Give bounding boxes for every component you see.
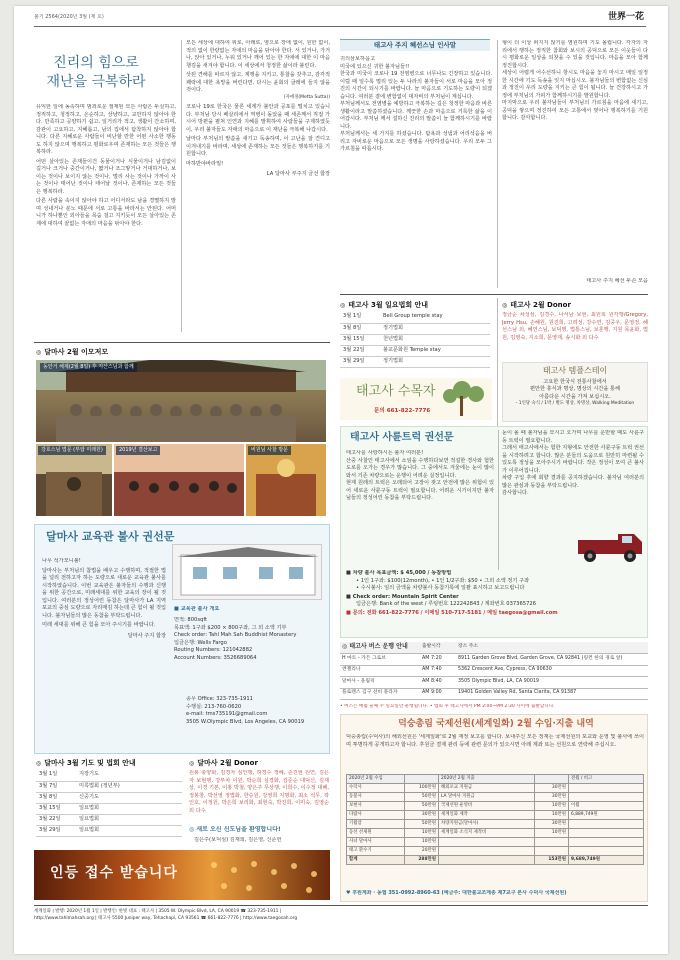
photo-group-outdoor — [36, 360, 326, 442]
templestay-line: 고요한 한국식 전통사찰에서 — [543, 378, 607, 385]
fin-cell — [569, 847, 644, 856]
photo-settlement — [114, 444, 244, 516]
photo-dharma-talk — [36, 444, 112, 516]
templestay-title: 태고사 템플스테이 — [542, 366, 608, 375]
edu-facts — [174, 617, 326, 689]
sched-event: 천년법회 — [380, 334, 490, 345]
bus-address: 5362 Crescent Ave, Cypress, CA 90630 — [456, 665, 648, 677]
sched-date: 3월 15일 — [36, 803, 76, 814]
table-row — [340, 654, 648, 666]
truck-check-order: ■ Check order: Mountain Spirit Center — [346, 593, 459, 600]
bus-title — [340, 642, 420, 654]
fin-cell: 다람사 — [347, 811, 405, 820]
fin-head: 전월 / 비고 — [569, 775, 644, 784]
truth-para: 다른 사람을 속이지 않아야 하고 어디서라도 남을 경멸하지 말며 성내거나 분노 때문에 서로 고통을 바라서는 안된다. 어머니가 하나뿐인 외아들을 목숨 걸고 지키듯이 모든 살아있는 존재에 대하여 끝없는 자애의 마음을 닦아야 한다. — [36, 198, 176, 227]
fin-cell: 10만원 — [405, 829, 439, 838]
truck-note: • 수시불사: 임의 금액을 차량불사 동참기록에 일괄 표시하고 보고드립니다 — [356, 585, 525, 592]
section-rule — [34, 342, 330, 343]
photo-caption: 동안거 해제(2월 8일) 후 지산스님과 함께 — [40, 363, 137, 372]
bus-address: 8911 Garden Grove Blvd, Garden Grove, CA 92841 (링컨 한의 경로 앞) — [456, 654, 648, 666]
finance-account: ♥ 후원계좌 · 농협 351-0992-8960-63 (예금주: 대한불교조계종 제7교구 본사 수덕사 국제선원) — [346, 890, 567, 896]
taego-donor-list: 정금순 차성심, 김경수, 나서남 보현, 최원희 원각행/Gregory, Jerry Hsu, 손혜원, 원진희, 고려성, 강수연, 김중우, 문영정, 혜선스님 외, 혜연스님, 보덕행, 법통스님, 보훈행, 지원 목윤화, 법원, 김영숙, 지소희, 문영재, 송시화 외 다수 — [502, 312, 648, 341]
edu-fact: 면적: 800sqft — [174, 617, 208, 623]
fin-cell — [569, 793, 644, 802]
dharma-sched-title — [36, 758, 186, 769]
fin-cell — [439, 838, 535, 847]
edu-building-art — [173, 545, 322, 600]
sched-event: 일요법회 — [76, 825, 182, 836]
table-row — [36, 792, 182, 803]
truth-title-line2: 재난을 극복하라 — [46, 74, 146, 90]
finance-title: 덕숭총림 국제선원(세계일화) 2월 수입·지출 내역 — [398, 719, 594, 729]
bus-time: AM 8:40 — [420, 677, 456, 689]
target-icon: ◎ — [189, 760, 195, 767]
fin-cell: 288만원 — [405, 856, 439, 865]
target-icon: ◎ — [189, 826, 197, 833]
sched-event: 일요법회 — [76, 814, 182, 825]
lantern-ad-banner — [34, 850, 330, 900]
table-row — [340, 688, 648, 700]
welcome-title — [189, 826, 329, 835]
taego-sched-table — [340, 312, 490, 368]
table-row — [340, 323, 490, 334]
fin-cell: 9,689,749원 — [569, 856, 644, 865]
truck-details — [346, 570, 644, 636]
bus-stop: 엔젤리나 — [340, 665, 420, 677]
truck-left-text: 태고사를 사랑하시는 불자 여러분! 산중 사찰인 태고사에서 소임을 수행하다보면 적설한 경사와 험한 도로를 오가는 경우가 많습니다. 그 중에서도 겨울에는 눈이 많이 와서 기존 차량으로는 운행이 어려운 실정입니다. 현재 원래의 트럭은 오래되어 고장이 잦고 안전에 많은 위험이 있어 새로운 사륜구동 트럭이 필요합니다. 어려운 시기이지만 불자님들의 정성어린 동참을 부탁드립니다. — [346, 450, 494, 502]
square-icon: ■ — [174, 606, 181, 612]
fin-cell — [569, 820, 644, 829]
templestay-box — [502, 362, 648, 422]
section-rule — [340, 294, 648, 295]
bus-section — [340, 642, 648, 704]
taego-donor-title-text: 태고사 2월 Donor — [510, 301, 571, 309]
sumokja-name: 태고사 수목자 — [356, 384, 436, 399]
fin-cell: 보현사 — [347, 802, 405, 811]
templestay-line: 아름다운 시간을 가져 보십시오. — [539, 393, 611, 400]
sched-event: 미륵법회 (정년부) — [76, 781, 182, 792]
truth-para: 유익한 일에 농속하며 범죄로운 절제된 모든 사람은 두실하고, 정직하고, 청정하고, 온순하고, 상냥하고, 교만하지 않아야 한다. 만족하고 공양하기 쉽고, 일거리가 적고, 생활이 간소하며, 감관이 고요하고, 지혜롭고, 남의 집에서 탐착하지 않아야 합니다. 다른 지혜로운 사람들이 비난할 만한 어떤 사소한 행동도 하지 않으며 행복하고 평화로우며 존재하는 모든 것들은 행복하라. — [36, 104, 176, 156]
edu-fact: Routing Numbers: 121042882 — [174, 647, 253, 654]
sched-date: 3월 22일 — [340, 345, 380, 356]
fin-cell: LA 달마사 지원금 — [439, 793, 535, 802]
sched-event: 일요법회 — [76, 803, 182, 814]
edu-contact — [186, 696, 326, 746]
dharma-photos-title — [36, 347, 316, 358]
fin-cell: 세계일화 소식지 제작비 — [439, 829, 535, 838]
taego-sched-title-text: 태고사 3월 일요법회 안내 — [348, 301, 429, 309]
edu-closing: 미래 세대를 위해 큰 힘을 모아 주시기를 바랍니다. — [42, 622, 156, 629]
sched-event: 지장기도 — [76, 770, 182, 781]
sched-date: 3월 8일 — [36, 792, 76, 803]
fin-head: 2020년 2월 지출 — [439, 775, 535, 784]
table-row — [36, 781, 182, 792]
column-rule — [181, 40, 182, 332]
truth-title — [36, 54, 156, 92]
finance-table — [346, 774, 644, 865]
table-row — [347, 820, 644, 829]
edu-fact: Check order: Tahl Mah Sah Buddhist Monastery — [174, 632, 297, 639]
table-row — [340, 677, 648, 689]
table-row — [36, 803, 182, 814]
dharma-donor-list: 원봉 충양화, 김경자 심인행, 허경수 정혜, 손진현 원연, 김은자 보현행, 강부차 이원, 박순희 실경화, 김준순 대덕신, 김재상, 이경 기본, 이홍 박철, 양은주 무상행, 이희수, 이수정 대혜, 정봉창, 박선영 정법화, 한승원, 강영희 지명화, 최소 석무, 곽인호, 이정원, 박은희 보리화, 최현숙, 박진희, 이미숙, 김영순 외 다수 — [189, 770, 329, 814]
sumokja-phone: 문의 661-822-7776 — [374, 408, 431, 414]
edu-signature: 달마사 주지 합장 — [127, 632, 166, 639]
fin-cell: 수덕사 — [347, 784, 405, 793]
fin-cell: 사녀 달마사 — [347, 838, 405, 847]
fin-cell — [569, 838, 644, 847]
dharma-donor-title-text: 달마사 2월 Donor — [197, 759, 258, 767]
welcome-title-text: 새로 오신 신도님을 환영합니다! — [196, 826, 281, 833]
footer-info: 세계일화 | 발행: 2020년 1월 1일 | 발행인: 한빛 대표 : 태고사 | 3505 W. Olympic Blvd, LA, CA 90019 ☎ 323-735-1911 | http://www.tahlmahsah.org | 태고사 5500 Juniper way, Tehachapi, CA 93561 ☎ 661-822-7776 | http://www.taegosah.org — [34, 909, 298, 921]
table-row — [340, 345, 490, 356]
sched-date: 3월 7일 — [36, 781, 76, 792]
table-row — [347, 793, 644, 802]
edu-text-col — [42, 558, 166, 750]
truth-col1 — [36, 104, 176, 336]
truck-title: 태고사 사륜트럭 권선문 — [350, 432, 454, 443]
truth-source: (자애경(Metta Sutta)) — [283, 94, 330, 100]
bus-time: AM 7:40 — [420, 665, 456, 677]
truth-para: 삿된 견해를 따르지 않고, 계행을 지키고, 통찰을 갖추고, 감각적 쾌락에 대한 욕망을 버린다면, 다시는 윤회의 굴레에 들지 않을 것이다. — [186, 72, 330, 94]
truth-col2 — [186, 40, 330, 332]
footer-rule — [34, 905, 648, 906]
lantern-ad-text: 인등 접수 받습니다 — [50, 865, 178, 881]
truth-para: 모든 세상에 대하여 위로, 아래로, 옆으로 장애 없이, 원한 없이, 적의 없이 한량없는 자애의 마음을 닦아야 한다. 서 있거나, 가거나, 앉아 있거나, 누워 있거나 깨어 있는 한 자애에 대한 이 마음 챙김을 새겨야 합니다. 이 세상에서 청정한 삶이라 불린다. — [186, 40, 330, 69]
fin-head — [405, 775, 439, 784]
fin-cell — [439, 856, 535, 865]
column-rule — [497, 40, 498, 288]
edu-office-phone: 종무 Office: 323-735-1911 — [186, 696, 253, 702]
truth-para: 어떤 살아있는 존재들이건 동물이거나 식물이거나 남김없이 길거나 크거나 중간이거나, 짧거나 조그맣거나 거대하거나, 보이는 것이나 보이지 않는 것이나, 멀리 사는 것이나 가까이 사는 것이나 태어난 것이나 태어날 것이나, 존재하는 모든 것들은 행복하라. — [36, 158, 176, 195]
table-row — [340, 665, 648, 677]
edu-box-title — [174, 606, 324, 614]
fin-cell: 태고 환수기 — [347, 847, 405, 856]
taego-donor-title — [502, 300, 648, 311]
column-rule — [497, 298, 498, 426]
templestay-line: 편안한 휴식과 명상, 명상의 시간을 통해 — [529, 386, 621, 393]
photo-caption: 2019년 결산보고 — [116, 446, 160, 455]
fin-cell: 10만원 — [535, 829, 569, 838]
edu-address: 3505 W.Olympic Blvd, Los Angeles, CA 90019 — [186, 718, 305, 725]
truck-image — [574, 526, 646, 566]
fin-cell: 6,889,749원 — [569, 811, 644, 820]
edu-body: 달마사는 부처님의 참법을 배우고 수행하며, 적절한 법을 널리 전하고자 하는 도량으로 새로운 교육관 불사를 시작하였습니다. 이번 교육관은 불자들의 수행과 신행을 위한 공간으로, 미래세대를 위한 교육의 장이 될 것입니다. 여러분의 정성어린 동참은 달마사가 LA 지역 포교의 중심 도량으로 자리매김 하는데 큰 힘이 될 것입니다. 불자님들의 많은 동참을 부탁드립니다. — [42, 567, 166, 619]
bus-head-time: 출발시각 — [420, 642, 456, 654]
greeting-right-text: 형이 더 이상 퍼지지 않기를 염원하며 기도 올립니다. 각자의 자리에서 행하는 정직한 참회와 보시의 공덕으로 모든 이웃들이 다시 평화로운 일상을 되찾을 수 있을 것입니다. 마음을 모아 함께 정진합시다. 세상이 어렵게 어수선하니 항시도 마음을 놓지 마시고 매일 일정한 시간에 기도 독송을 잊지 마십시오. 불자님들의 변함없는 신심과 정진이 우리 도량을 지키는 큰 힘이 됩니다. 늘 건강하시고 가정에 부처님의 가피가 함께하시기를 발원합니다. 마지막으로 우리 불자님들이 부처님의 가르침을 마음에 새기고, 공덕을 쌓으며 정진하여 모든 고통에서 벗어나 행복하기를 기원합니다. 감사합니다. — [502, 40, 648, 122]
greeting-title: 태고사 주지 혜선스님 인사말 — [340, 39, 490, 51]
bus-address: 3505 Olympic Blvd, LA, CA 90019 — [456, 677, 648, 689]
greeting-signature: 태고사 주지 혜선 두손 모음 — [586, 278, 648, 284]
edu-fact: 목표액: 1구좌 $200 × 800구좌, 그 외 소액 기부 — [174, 624, 287, 631]
fin-cell: 합계 — [347, 856, 405, 865]
fin-cell: 이월 — [569, 802, 644, 811]
edu-fax: 수행실: 213-760-0620 — [186, 703, 242, 710]
edu-fact: 입금은행: Wells Fargo — [174, 639, 227, 646]
newspaper-page — [14, 6, 668, 954]
greeting-left-text: 귀의삼보하옵고 미국에 있으신 귀한 불자님들!! 한국과 미국이 코로나 19 전염병으로 너무나도 긴장하고 있습니다. 이럴 때 일수록 멀리 있는 두 나라의 불자들이 서로 마음을 모아 정진의 시간이 되시기를 바랍니다. 늘 마음으로 기도하는 도량이 되겠습니다. 여러분 곁에 변함없이 대자비의 부처님이 계십니다. 부처님께서도 전염병을 예방하고 극복하는 길은 청정한 마음과 바른 생활이라고 말씀하셨습니다. 깨끗한 손과 마음으로 거룩한 삶을 이어갑시다. 부처님 께서 설하신 진리의 말씀이 늘 함께하시기를 바랍니다. 부처님께서는 세 가지를 하셨습니다. 탐욕과 성냄과 어리석음을 버리고 자비로운 마음으로 모든 생명을 사랑하셨습니다. 우리 모두 그 가르침을 따릅시다. — [340, 56, 492, 153]
sched-date: 3월 1일 — [36, 770, 76, 781]
schedule-table — [340, 312, 490, 368]
sched-date: 3월 29일 — [340, 356, 380, 367]
table-row — [36, 814, 182, 825]
bus-address: 19401 Golden Valley Rd, Santa Clarita, CA 91387 — [456, 688, 648, 700]
issue-info: 불기 2564(2020년 3월 (제 호) — [34, 14, 104, 20]
table-row — [36, 825, 182, 836]
fin-cell — [535, 847, 569, 856]
sched-event: 신중기도 — [76, 792, 182, 803]
edu-box-title-text: 교육관 불사 개요 — [180, 606, 220, 612]
column-rule — [498, 430, 499, 570]
truth-para: 코로나 19로 한국은 물론 세계가 불안과 공포를 떨치고 있습니다. 부처님 당시 베살리에서 역병이 돌았을 때 세존께서 직접 가시어 방편을 펼쳐 인연과 지혜를 발휘하여 사람들을 구제하였듯이, 우리 불자들도 자애의 마음으로 이 재난을 극복해 나갑시다. — [186, 104, 330, 133]
truck-art — [574, 526, 646, 566]
fin-cell: 10만원 — [405, 838, 439, 847]
table-row — [347, 775, 644, 784]
fin-cell: 100만원 — [405, 784, 439, 793]
fin-cell: 50만원 — [405, 793, 439, 802]
table-row — [340, 312, 490, 323]
fin-cell: 30만원 — [535, 784, 569, 793]
fin-cell: 해외포교 지원금 — [439, 784, 535, 793]
edu-fact: Account Numbers: 3526689064 — [174, 654, 257, 661]
finance-table-wrap — [346, 774, 644, 865]
fin-cell: 30만원 — [535, 820, 569, 829]
masthead: 世界一花 — [607, 12, 644, 22]
sched-event: 정기법회 — [380, 356, 490, 367]
table-row — [36, 770, 182, 781]
dharma-sched-table — [36, 770, 182, 837]
header-rule — [34, 26, 646, 27]
bus-stop: 달마사 - 올림픽 — [340, 677, 420, 689]
fin-cell — [535, 838, 569, 847]
edu-email[interactable]: e-mail: tms735191@gmail.com — [186, 711, 268, 718]
target-icon: ◎ — [340, 302, 346, 309]
fin-cell: 세계일화 제작 — [439, 811, 535, 820]
fin-head: 2020년 2월 수입 — [347, 775, 405, 784]
finance-intro: 덕숭총림(수덕사)의 해외선원은 '세계일화'로 2월 재정 보고를 합니다. 보내주신 모든 정재는 국제선원의 포교와 운영 및 불사에 쓰이며 투명하게 공개하고자 합니다. 후원금 결제 관리 등에 관련 문의가 있으시면 아래 계좌 또는 선원으로 연락해 주십시오. — [346, 734, 644, 748]
table-row — [340, 334, 490, 345]
fin-cell: 10만원 — [535, 811, 569, 820]
fin-cell — [569, 829, 644, 838]
sched-event: Bell Group temple stay — [380, 312, 490, 323]
fin-head — [535, 775, 569, 784]
sumokja-banner — [340, 378, 492, 420]
truck-contact: ■ 문의: 전화 661-822-7776 / 이메일 510-717-5181 / 메일 taegosa@gmail.com — [346, 609, 558, 616]
truth-title-line1: 진리의 힘으로 — [53, 55, 139, 71]
truth-para: 마하반야바라밀! — [186, 160, 224, 167]
templestay-line: - 1인당 숙식 / 1박 / 별도 명상, 차명상, Walking Meditation — [515, 401, 635, 407]
table-row — [347, 784, 644, 793]
table-row — [347, 838, 644, 847]
edu-title: 달마사 교육관 불사 권선문 — [46, 530, 175, 543]
bus-stop: H 마트 - 가든 그로브 — [340, 654, 420, 666]
dharma-donor-title — [189, 758, 329, 769]
table-row — [347, 811, 644, 820]
edu-building-image — [172, 544, 322, 600]
fin-cell: 153만원 — [535, 856, 569, 865]
bus-stop: 플로렌스 김구 선비 플라자 — [340, 688, 420, 700]
fin-cell: 기월암 — [347, 820, 405, 829]
schedule-table — [36, 770, 182, 837]
edu-greeting: 나무 석가모니불! — [42, 558, 81, 564]
truck-right-text: 눈이 올 때 불자님을 모시고 오가며 나무를 운반할 때도 사륜구동 트럭이 필요합니다. 그래서 태고사에서는 험한 지형에도 안전한 사륜구동 트럭 권선을 시작하려고 합니다. 많은 분들의 도움으로 원만히 마련될 수 있도록 정성을 모아주시기 바랍니다. 작은 정성이 모여 큰 불사가 이루어집니다. 차량 구입 후에 회향 결과를 공지하겠습니다. 불자님 여러분의 많은 관심과 동참을 부탁드립니다. 감사합니다. — [502, 430, 644, 497]
fin-cell: 20만원 — [405, 847, 439, 856]
bus-note: • 버스는 매월 둘째 주 일요일만 운행됩니다. • 법회 후 태고사에서 PM 2:00~PM 2:30 사이에 출발합니다. — [340, 704, 555, 709]
bus-time: AM 7:20 — [420, 654, 456, 666]
bus-head-address: 장소 주소 — [456, 642, 648, 654]
sched-date: 3월 22일 — [36, 814, 76, 825]
fin-cell: 30만원 — [405, 811, 439, 820]
table-row — [347, 802, 644, 811]
fin-cell: 차량지원금(달마사) — [439, 820, 535, 829]
table-row — [347, 829, 644, 838]
target-icon: ◎ — [36, 760, 42, 767]
target-icon: ◎ — [342, 643, 350, 651]
photo-group-outdoor-art — [36, 360, 326, 442]
table-row — [347, 856, 644, 865]
truth-signature: LA 달마사 부주지 금선 합장 — [266, 171, 330, 178]
target-icon: ◎ — [502, 302, 508, 309]
target-icon: ◎ — [36, 349, 42, 356]
table-row — [340, 356, 490, 367]
sched-date: 3월 1일 — [340, 312, 380, 323]
sched-date: 3월 8일 — [340, 323, 380, 334]
truth-para: 날마다 부처님의 말씀을 새기고 독송하며, 이 고난을 잘 견디고 이겨내기를 바라며, 세상에 존재하는 모든 것들은 행복하기를 기원합니다. — [186, 136, 330, 158]
bus-time: AM 9:00 — [420, 688, 456, 700]
dharma-sched-title-text: 달마사 3월 기도 및 법회 안내 — [44, 759, 136, 767]
bus-table — [340, 642, 648, 700]
fin-cell: 50만원 — [405, 802, 439, 811]
sched-event: 불교문화원 Temple stay — [380, 345, 490, 356]
sched-date: 3월 15일 — [340, 334, 380, 345]
table-row — [340, 642, 648, 654]
photo-temple-visit — [246, 444, 326, 516]
truck-bank: 입금은행: Bank of the west / 루팅번호 122242843 / 계좌번호 037365726 — [356, 601, 536, 608]
photo-caption: 강호스님 법문 (부탑 미래원) — [38, 446, 106, 455]
fin-cell: 동불사 — [347, 793, 405, 802]
bus-title-text: 태고사 버스 운행 안내 — [349, 643, 408, 651]
taego-sched-title — [340, 300, 490, 311]
sched-event: 정기법회 — [380, 323, 490, 334]
fin-cell: 10만원 — [535, 802, 569, 811]
table-row — [347, 847, 644, 856]
photo-caption: 비원님 사찰 방문 — [248, 446, 291, 455]
fin-cell: 동선 선제원 — [347, 829, 405, 838]
new-members: 김은주(보덕심) 김재희, 김은영, 신준헌 — [194, 837, 282, 843]
fin-cell: 국제선원 운영비 — [439, 802, 535, 811]
sched-date: 3월 29일 — [36, 825, 76, 836]
fin-cell — [439, 847, 535, 856]
fin-cell: 30만원 — [535, 793, 569, 802]
fin-cell — [569, 784, 644, 793]
truck-goal: ■ 차량 불사 목표금액: $ 45,000 / 동참방법 — [346, 570, 452, 576]
dharma-photos-title-text: 달마사 2월 이모저모 — [44, 348, 109, 356]
truck-method: • 1인 1구좌: $100(12month), • 1인 1/2구좌: $50 • 그외 소액 정기 구좌 — [356, 577, 530, 584]
templestay-lines — [503, 377, 647, 410]
fin-cell: 50만원 — [405, 820, 439, 829]
